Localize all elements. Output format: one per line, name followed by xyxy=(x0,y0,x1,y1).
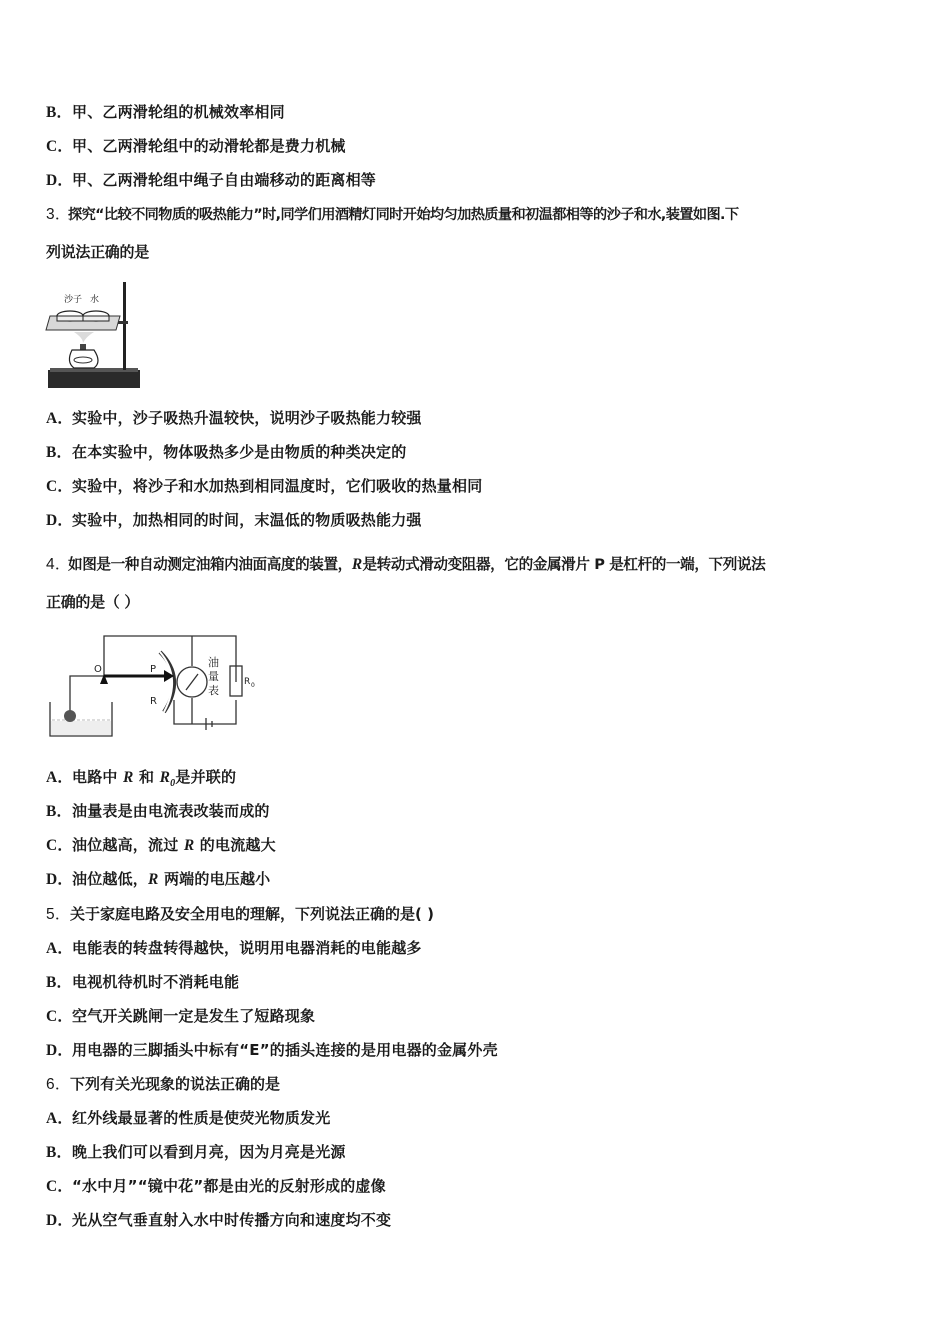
q5-option-d xyxy=(46,1040,498,1061)
rheostat-label: R xyxy=(150,696,157,707)
q3-stem-line1 xyxy=(46,204,738,225)
sand-label: 沙子 xyxy=(64,295,83,305)
option-letter: D． xyxy=(46,871,74,888)
option-letter: D． xyxy=(46,1042,74,1059)
q5-option-b xyxy=(46,972,239,993)
q2-option-d xyxy=(46,170,376,191)
oil-gauge-circuit-diagram xyxy=(46,630,256,742)
option-letter: D． xyxy=(46,512,74,529)
sand-water-heating-diagram xyxy=(44,282,160,392)
option-letter: B． xyxy=(46,444,73,461)
q4-stem-line2 xyxy=(46,592,139,612)
q6-option-d xyxy=(46,1210,391,1231)
option-text-pre: 油位越低， xyxy=(72,870,149,888)
variable-R0: R xyxy=(159,769,171,786)
pivot-label: O xyxy=(94,664,102,675)
resistor-subscript: 0 xyxy=(251,682,255,689)
option-letter: A． xyxy=(46,1110,74,1127)
question-number: 6． xyxy=(46,1076,71,1093)
variable-R: R xyxy=(351,556,363,573)
meter-label-1: 油 xyxy=(208,656,219,669)
option-text-post: 两端的电压越小 xyxy=(158,870,271,888)
water-label: 水 xyxy=(90,295,100,305)
option-text: 用电器的三脚插头中标有“E”的插头连接的是用电器的金属外壳 xyxy=(72,1041,498,1059)
option-letter: B． xyxy=(46,104,73,121)
q5-option-c xyxy=(46,1006,315,1027)
option-text-post: 的电流越大 xyxy=(194,836,276,854)
q4-stem-line1 xyxy=(46,554,765,575)
q4-option-a xyxy=(46,767,236,794)
option-letter: B． xyxy=(46,974,73,991)
question-text: 关于家庭电路及安全用电的理解，下列说法正确的是( ) xyxy=(70,905,434,923)
option-text: 实验中，加热相同的时间，末温低的物质吸热能力强 xyxy=(72,511,422,529)
option-text-post: 是并联的 xyxy=(175,768,237,786)
q3-option-a xyxy=(46,408,422,429)
q2-option-c xyxy=(46,136,346,157)
question-number: 3． xyxy=(46,206,71,223)
option-letter: A． xyxy=(46,940,74,957)
option-text-mid: 和 xyxy=(133,768,160,786)
option-text: 电能表的转盘转得越快，说明用电器消耗的电能越多 xyxy=(72,939,422,957)
q6-option-c xyxy=(46,1176,386,1197)
q6-option-a xyxy=(46,1108,330,1129)
option-text: 甲、乙两滑轮组中绳子自由端移动的距离相等 xyxy=(72,171,377,189)
option-letter: C． xyxy=(46,1008,74,1025)
q2-option-b xyxy=(46,102,285,123)
question-text: 列说法正确的是 xyxy=(46,243,149,261)
option-text: 光从空气垂直射入水中时传播方向和速度均不变 xyxy=(72,1211,392,1229)
question-text: 下列有关光现象的说法正确的是 xyxy=(70,1075,281,1093)
variable-R: R xyxy=(183,837,195,854)
q4-option-c xyxy=(46,835,276,856)
heating-apparatus-figure xyxy=(44,282,160,392)
q5-stem xyxy=(46,904,434,925)
option-text-pre: 油位越高，流过 xyxy=(72,836,184,854)
question-number: 4． xyxy=(46,556,71,573)
option-letter: D． xyxy=(46,172,74,189)
question-text: 探究“比较不同物质的吸热能力”时,同学们用酒精灯同时开始均匀加热质量和初温都相等的沙子和水,装置如图.下 xyxy=(68,207,739,223)
option-letter: A． xyxy=(46,769,74,786)
option-text: 红外线最显著的性质是使荧光物质发光 xyxy=(72,1109,331,1127)
q4-option-d xyxy=(46,869,270,890)
option-text: 空气开关跳闸一定是发生了短路现象 xyxy=(72,1007,316,1025)
option-text: 电视机待机时不消耗电能 xyxy=(72,973,240,991)
question-text-b: 是转动式滑动变阻器，它的金属滑片 P 是杠杆的一端，下列说法 xyxy=(362,556,766,573)
question-number: 5． xyxy=(46,906,71,923)
variable-R: R xyxy=(123,769,134,786)
option-text-pre: 电路中 xyxy=(72,768,124,786)
q3-option-c xyxy=(46,476,482,497)
option-text: 甲、乙两滑轮组的机械效率相同 xyxy=(72,103,285,121)
variable-R0-subscript: 0 xyxy=(170,778,176,790)
option-letter: D． xyxy=(46,1212,74,1229)
q4-option-b xyxy=(46,801,270,822)
option-text: 甲、乙两滑轮组中的动滑轮都是费力机械 xyxy=(72,137,346,155)
q3-option-d xyxy=(46,510,422,531)
question-text-a: 如图是一种自动测定油箱内油面高度的装置， xyxy=(68,556,352,573)
option-letter: A． xyxy=(46,410,74,427)
variable-R: R xyxy=(148,871,159,888)
slider-label: P xyxy=(150,664,157,675)
option-letter: C． xyxy=(46,138,74,155)
option-letter: B． xyxy=(46,803,73,820)
option-text: 晚上我们可以看到月亮，因为月亮是光源 xyxy=(72,1143,346,1161)
option-text: 实验中，沙子吸热升温较快，说明沙子吸热能力较强 xyxy=(72,409,422,427)
q5-option-a xyxy=(46,938,422,959)
option-letter: C． xyxy=(46,837,74,854)
option-text: “水中月”“镜中花”都是由光的反射形成的虚像 xyxy=(72,1177,386,1195)
option-letter: C． xyxy=(46,1178,74,1195)
option-letter: B． xyxy=(46,1144,73,1161)
meter-label-2: 量 xyxy=(208,670,219,683)
meter-label-3: 表 xyxy=(208,684,219,697)
resistor-label: R xyxy=(244,677,251,687)
q6-option-b xyxy=(46,1142,346,1163)
q3-stem-line2 xyxy=(46,242,149,262)
option-letter: C． xyxy=(46,478,74,495)
q3-option-b xyxy=(46,442,406,463)
option-text: 在本实验中，物体吸热多少是由物质的种类决定的 xyxy=(72,443,407,461)
question-text: 正确的是（ ） xyxy=(46,593,140,611)
q6-stem xyxy=(46,1074,280,1095)
option-text: 实验中，将沙子和水加热到相同温度时，它们吸收的热量相同 xyxy=(72,477,483,495)
option-text: 油量表是由电流表改装而成的 xyxy=(72,802,270,820)
oil-level-circuit-figure xyxy=(46,630,256,742)
